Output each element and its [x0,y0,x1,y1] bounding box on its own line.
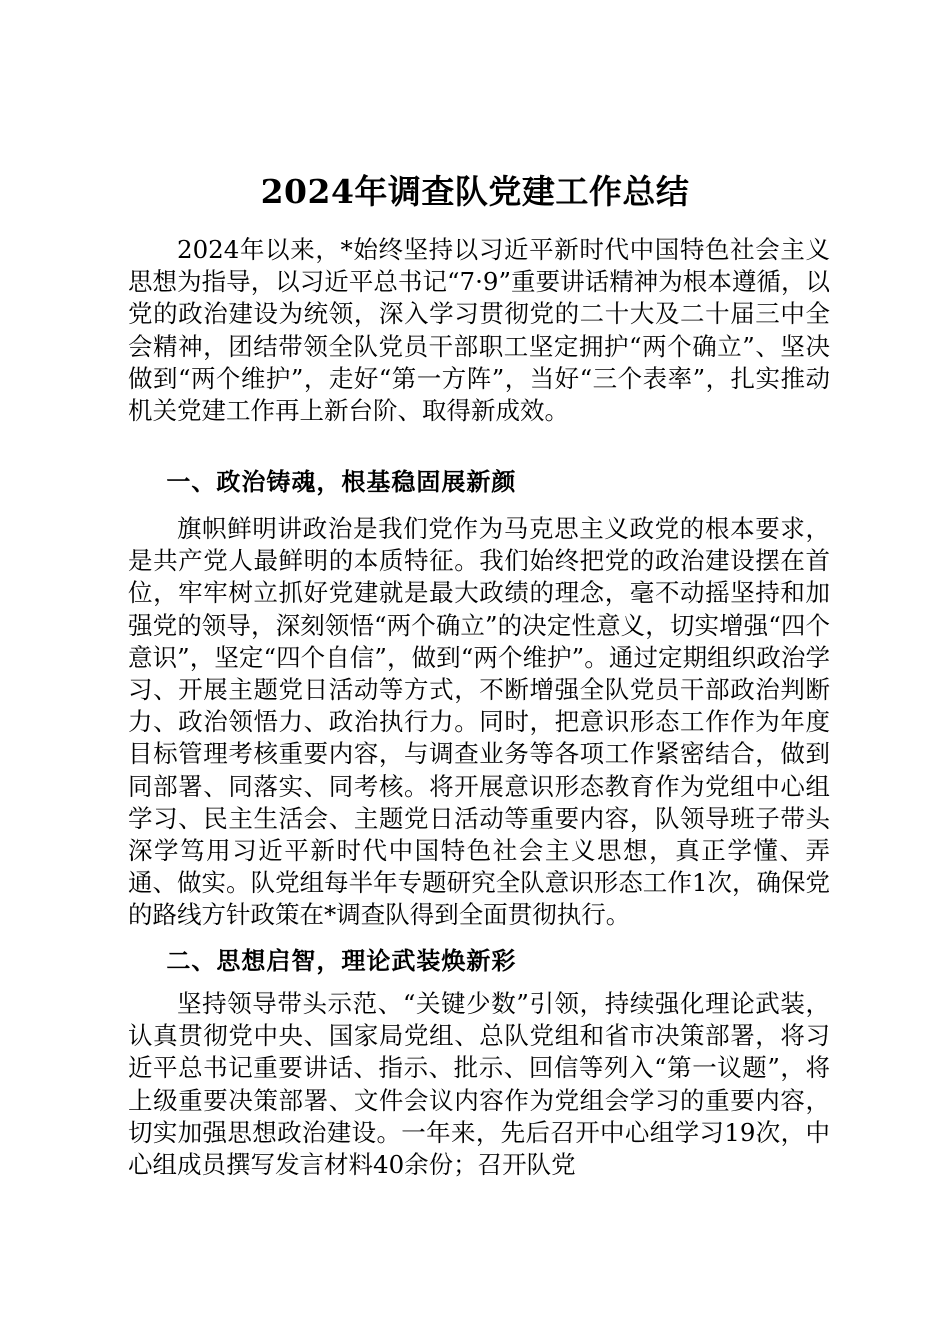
section-body-2: 坚持领导带头示范、“关键少数”引领，持续强化理论武装，认真贯彻党中央、国家局党组、总队党组和省市决策部署，将习近平总书记重要讲话、指示、批示、回信等列入“第一议题”，将上级重要决策部署、文件会议内容作为党组会学习的重要内容，切实加强思想政治建设。一年来，先后召开中心组学习19次，中心组成员撰写发言材料40余份；召开队党 [128,989,830,1180]
section-heading-1: 一、政治铸魂，根基稳固展新颜 [166,467,517,496]
intro-paragraph: 2024年以来，*始终坚持以习近平新时代中国特色社会主义思想为指导，以习近平总书记“7·9”重要讲话精神为根本遵循，以党的政治建设为统领，深入学习贯彻党的二十大及二十届三中全会精神，团结带领全队党员干部职工坚定拥护“两个确立”、坚决做到“两个维护”，走好“第一方阵”，当好“三个表率”，扎实推动机关党建工作再上新台阶、取得新成效。 [128,235,830,426]
section-heading-2: 二、思想启智，理论武装焕新彩 [166,946,517,975]
document-title: 2024年调查队党建工作总结 [260,172,690,211]
section-body-1: 旗帜鲜明讲政治是我们党作为马克思主义政党的根本要求，是共产党人最鲜明的本质特征。我们始终把党的政治建设摆在首位，牢牢树立抓好党建就是最大政绩的理念，毫不动摇坚持和加强党的领导，深刻领悟“两个确立”的决定性意义，切实增强“四个意识”，坚定“四个自信”，做到“两个维护”。通过定期组织政治学习、开展主题党日活动等方式，不断增强全队党员干部政治判断力、政治领悟力、政治执行力。同时，把意识形态工作作为年度目标管理考核重要内容，与调查业务等各项工作紧密结合，做到同部署、同落实、同考核。将开展意识形态教育作为党组中心组学习、民主生活会、主题党日活动等重要内容，队领导班子带头深学笃用习近平新时代中国特色社会主义思想，真正学懂、弄通、做实。队党组每半年专题研究全队意识形态工作1次，确保党的路线方针政策在*调查队得到全面贯彻执行。 [128,514,830,930]
